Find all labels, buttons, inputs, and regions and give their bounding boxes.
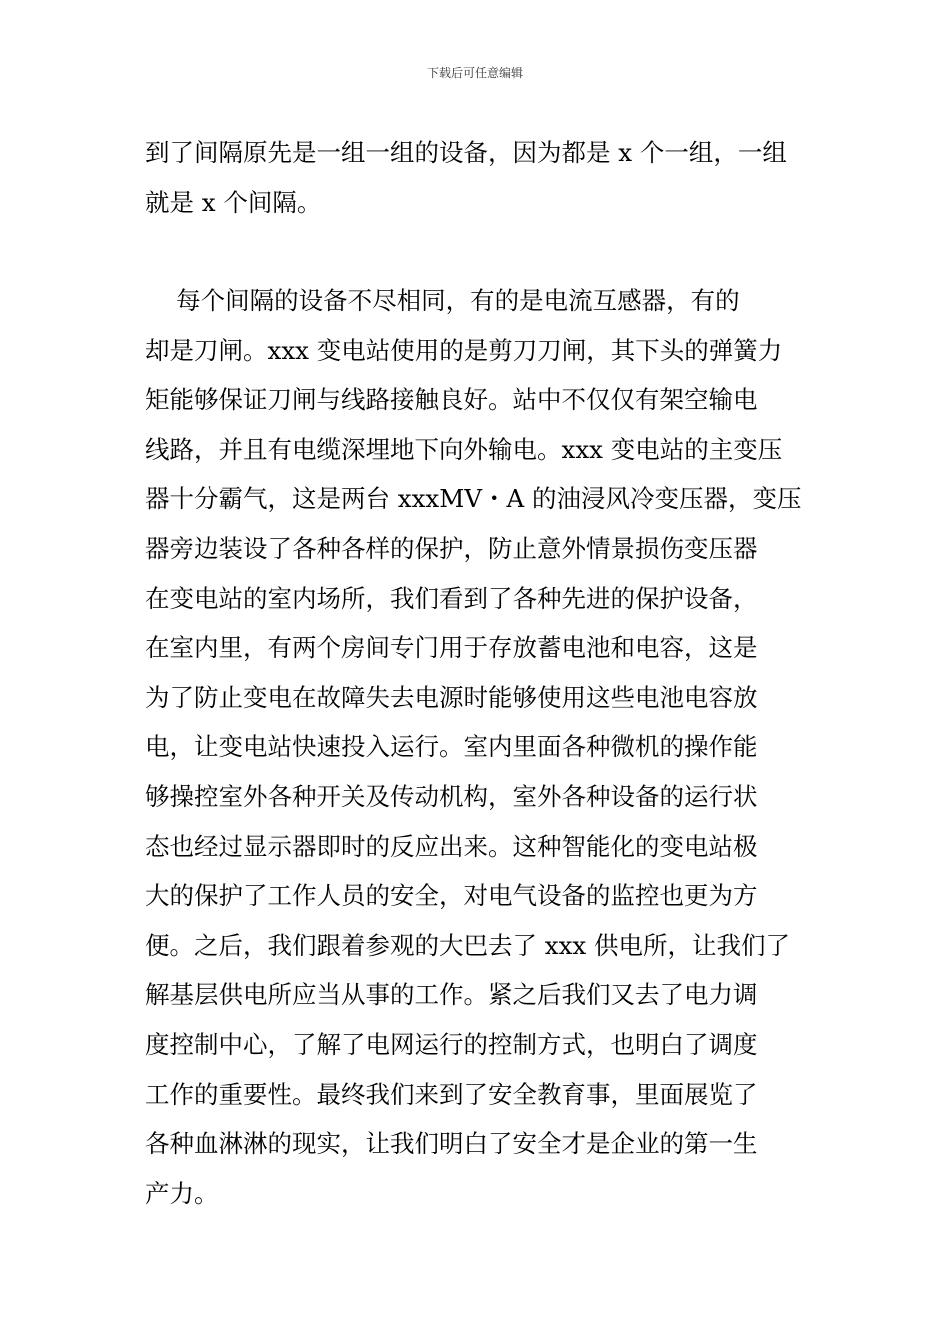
text-line: 到了间隔原先是一组一组的设备，因为都是 x 个一组，一组 (145, 138, 787, 167)
text-line: 解基层供电所应当从事的工作。紧之后我们又去了电力调 (145, 980, 758, 1010)
text-line: 为了防止变电在故障失去电源时能够使用这些电池电容放 (145, 682, 758, 712)
text-line: 度控制中心，了解了电网运行的控制方式，也明白了调度 (145, 1029, 758, 1059)
text-line: 产力。 (145, 1178, 219, 1208)
paragraph-1 (145, 128, 825, 227)
text-line: 大的保护了工作人员的安全，对电气设备的监控也更为方 (145, 881, 758, 911)
page-header: 下载后可任意编辑 (426, 66, 523, 80)
text-line: 就是 x 个间隔。 (145, 187, 322, 217)
text-line: 在变电站的室内场所，我们看到了各种先进的保护设备， (145, 583, 758, 613)
text-line: 便。之后，我们跟着参观的大巴去了 xxx 供电所，让我们了 (145, 930, 791, 960)
text-line: 线路，并且有电缆深埋地下向外输电。xxx 变电站的主变压 (145, 434, 783, 464)
text-line: 态也经过显示器即时的反应出来。这种智能化的变电站极 (145, 831, 758, 861)
text-line: 电，让变电站快速投入运行。室内里面各种微机的操作能 (145, 732, 758, 762)
text-line: 够操控室外各种开关及传动机构，室外各种设备的运行状 (145, 781, 758, 811)
text-line: 在室内里，有两个房间专门用于存放蓄电池和电容，这是 (145, 633, 758, 663)
text-line: 却是刀闸。xxx 变电站使用的是剪刀刀闸，其下头的弹簧力 (145, 335, 783, 365)
text-line: 工作的重要性。最终我们来到了安全教育事，里面展览了 (145, 1079, 758, 1109)
text-line: 每个间隔的设备不尽相同，有的是电流互感器，有的 (145, 286, 740, 315)
paragraph-2 (145, 276, 825, 1218)
text-line: 器十分霸气，这是两台 xxxMV・A 的油浸风冷变压器，变压 (145, 484, 802, 514)
text-line: 矩能够保证刀闸与线路接触良好。站中不仅仅有架空输电 (145, 385, 758, 415)
text-line: 器旁边装设了各种各样的保护，防止意外情景损伤变压器 (145, 533, 758, 563)
text-line: 各种血淋淋的现实，让我们明白了安全才是企业的第一生 (145, 1129, 758, 1159)
